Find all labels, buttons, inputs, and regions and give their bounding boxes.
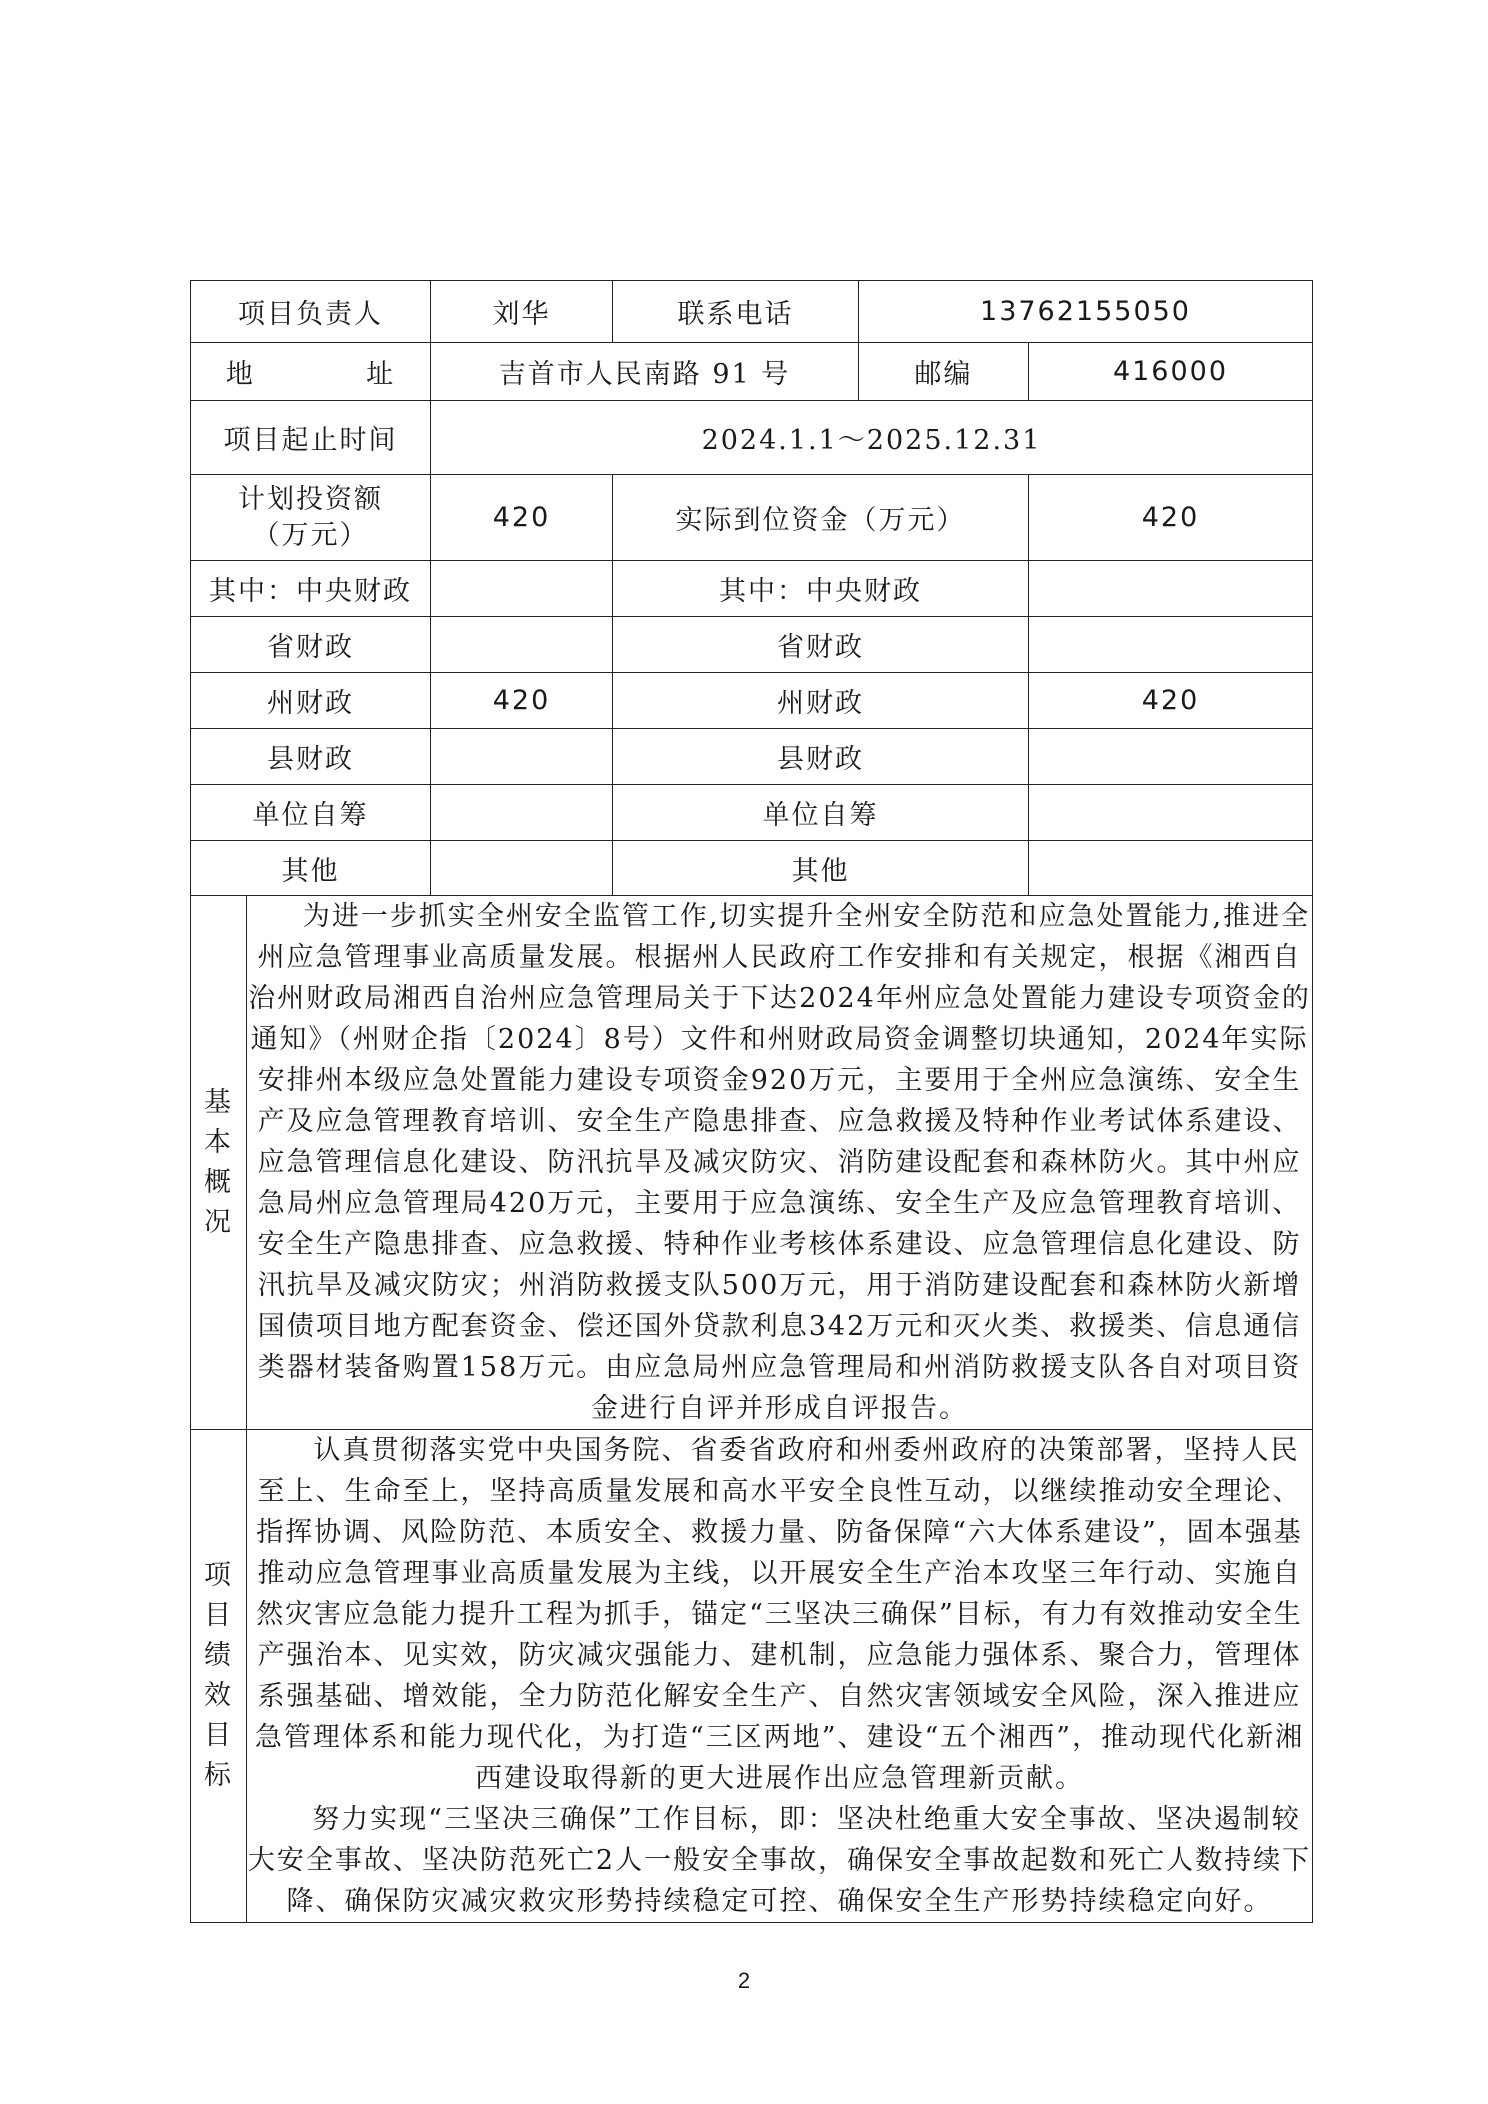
planned-investment-label-line-1: 计划投资额 [238, 483, 383, 515]
funding-left-value: 420 [431, 673, 613, 729]
leader-label: 项目负责人 [191, 281, 431, 343]
planned-investment-label-line-2: （万元） [252, 519, 369, 551]
row-investment [191, 475, 1313, 561]
funding-left-value [431, 785, 613, 841]
funding-right-label: 其中：中央财政 [613, 561, 1029, 617]
funding-right-value [1029, 617, 1313, 673]
goals-label-char: 效 [204, 1680, 233, 1711]
address-label-char-1: 地 [225, 359, 255, 390]
funding-row [191, 785, 1313, 841]
period-label: 项目起止时间 [191, 401, 431, 475]
postcode-value: 416000 [1029, 343, 1313, 401]
goals-label-char: 绩 [204, 1640, 233, 1671]
funding-right-label: 县财政 [613, 729, 1029, 785]
funding-left-label: 其中：中央财政 [191, 561, 431, 617]
funding-row [191, 841, 1313, 896]
goals-label-char: 项 [204, 1560, 233, 1591]
address-label [191, 343, 431, 401]
funding-right-value: 420 [1029, 673, 1313, 729]
funding-left-value [431, 841, 613, 896]
overview-label-char: 概 [204, 1166, 233, 1198]
row-overview [191, 896, 1313, 1430]
address-label-char-2: 址 [366, 359, 396, 390]
funding-left-value [431, 617, 613, 673]
row-leader [191, 281, 1313, 343]
phone-value: 13762155050 [859, 281, 1313, 343]
goals-label-char: 目 [204, 1720, 233, 1751]
funding-right-value [1029, 561, 1313, 617]
overview-label-char: 本 [204, 1126, 233, 1158]
actual-funds-value: 420 [1029, 475, 1313, 561]
address-value: 吉首市人民南路 91 号 [431, 343, 859, 401]
goals-label-char: 标 [204, 1760, 233, 1791]
funding-right-value [1029, 785, 1313, 841]
project-info-sheet [190, 280, 1312, 1923]
funding-right-label: 其他 [613, 841, 1029, 896]
overview-text-cell [247, 896, 1313, 1430]
leader-value: 刘华 [431, 281, 613, 343]
goals-text-cell [247, 1430, 1313, 1923]
funding-right-label: 省财政 [613, 617, 1029, 673]
funding-row [191, 617, 1313, 673]
row-performance-goals [191, 1430, 1313, 1923]
funding-left-label: 县财政 [191, 729, 431, 785]
funding-left-label: 省财政 [191, 617, 431, 673]
funding-row [191, 561, 1313, 617]
overview-label-char: 基 [204, 1086, 233, 1118]
phone-label: 联系电话 [613, 281, 859, 343]
row-address [191, 343, 1313, 401]
funding-left-label: 其他 [191, 841, 431, 896]
funding-left-label: 州财政 [191, 673, 431, 729]
goals-label [191, 1430, 247, 1923]
funding-row [191, 729, 1313, 785]
page-number: 2 [737, 1968, 751, 1993]
project-info-table [190, 280, 1313, 1923]
funding-right-label: 单位自筹 [613, 785, 1029, 841]
funding-right-label: 州财政 [613, 673, 1029, 729]
goals-paragraph-2: 努力实现“三坚决三确保”工作目标，即：坚决杜绝重大安全事故、坚决遏制较大安全事故、坚决防范死亡2人一般安全事故，确保安全事故起数和死亡人数持续下降、确保防灾减灾救灾形势持续稳定可控、确保安全生产形势持续稳定向好。 [247, 1804, 1312, 1917]
funding-left-value [431, 729, 613, 785]
goals-paragraph-1: 认真贯彻落实党中央国务院、省委省政府和州委州政府的决策部署，坚持人民至上、生命至上，坚持高质量发展和高水平安全良性互动，以继续推动安全理论、指挥协调、风险防范、本质安全、救援力量、防备保障“六大体系建设”，固本强基推动应急管理事业高质量发展为主线，以开展安全生产治本攻坚三年行动、实施自然灾害应急能力提升工程为抓手，锚定“三坚决三确保”目标，有力有效推动安全生产强治本、见实效，防灾减灾强能力、建机制，应急能力强体系、聚合力，管理体系强基础、增效能，全力防范化解安全生产、自然灾害领域安全风险，深入推进应急管理体系和能力现代化，为打造“三区两地”、建设“五个湘西”，推动现代化新湘西建设取得新的更大进展作出应急管理新贡献。 [254, 1435, 1305, 1794]
overview-label [191, 896, 247, 1430]
goals-label-char: 目 [204, 1600, 233, 1631]
overview-label-char: 况 [204, 1206, 233, 1238]
funding-right-value [1029, 729, 1313, 785]
overview-paragraph: 为进一步抓实全州安全监管工作,切实提升全州安全防范和应急处置能力,推进全州应急管理事业高质量发展。根据州人民政府工作安排和有关规定，根据《湘西自治州财政局湘西自治州应急管理局关于下达2024年州应急处置能力建设专项资金的通知》（州财企指〔2024〕8号）文件和州财政局资金调整切块通知，2024年实际安排州本级应急处置能力建设专项资金920万元，主要用于全州应急演练、安全生产及应急管理教育培训、安全生产隐患排查、应急救援及特种作业考试体系建设、应急管理信息化建设、防汛抗旱及减灾防灾、消防建设配套和森林防火。其中州应急局州应急管理局420万元，主要用于应急演练、安全生产及应急管理教育培训、安全生产隐患排查、应急救援、特种作业考核体系建设、应急管理信息化建设、防汛抗旱及减灾防灾；州消防救援支队500万元，用于消防建设配套和森林防火新增国债项目地方配套资金、偿还国外贷款利息342万元和灭火类、救援类、信息通信类器材装备购置158万元。由应急局州应急管理局和州消防救援支队各自对项目资金进行自评并形成自评报告。 [248, 901, 1311, 1424]
planned-investment-value: 420 [431, 475, 613, 561]
funding-row [191, 673, 1313, 729]
funding-left-value [431, 561, 613, 617]
funding-left-label: 单位自筹 [191, 785, 431, 841]
postcode-label: 邮编 [859, 343, 1029, 401]
planned-investment-label [191, 475, 431, 561]
row-period [191, 401, 1313, 475]
funding-right-value [1029, 841, 1313, 896]
period-value: 2024.1.1～2025.12.31 [431, 401, 1313, 475]
actual-funds-label: 实际到位资金（万元） [613, 475, 1029, 561]
